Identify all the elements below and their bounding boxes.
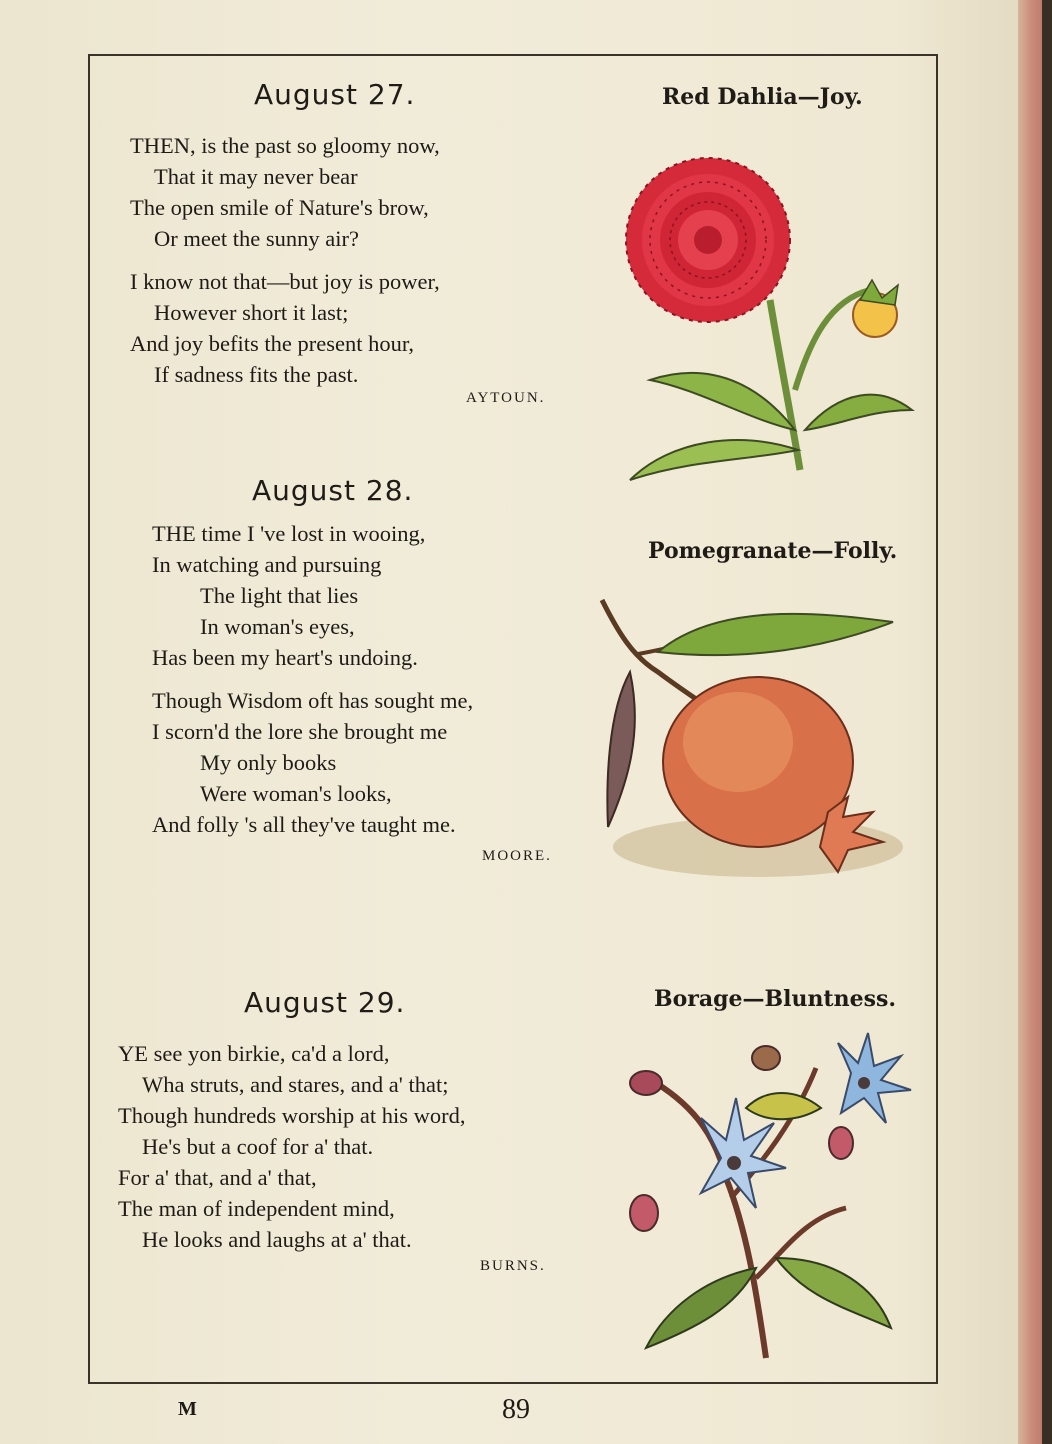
poem (130, 130, 440, 390)
flower-label: Red Dahlia—Joy. (662, 84, 863, 110)
flower-label: Pomegranate—Folly. (648, 538, 898, 564)
poem-author: MOORE. (482, 848, 552, 864)
page-number: 89 (502, 1394, 530, 1425)
poem (118, 1038, 465, 1255)
poem-author: AYTOUN. (466, 390, 546, 406)
dahlia-leaves (630, 373, 912, 480)
poem-author: BURNS. (480, 1258, 546, 1274)
poem-line: And folly 's all they've taught me. (152, 812, 456, 837)
signature-mark: M (178, 1398, 197, 1420)
poem-line: Or meet the sunny air? (154, 226, 359, 251)
poem-line: I scorn'd the lore she brought me (152, 719, 448, 744)
poem-line: The man of independent mind, (118, 1196, 395, 1221)
poem-line: If sadness fits the past. (154, 362, 359, 387)
pomegranate-illustration (598, 592, 908, 892)
poem-line: However short it last; (154, 300, 349, 325)
poem-line: Has been my heart's undoing. (152, 645, 418, 670)
borage-illustration (606, 1028, 926, 1368)
red-dahlia-illustration (620, 140, 920, 490)
dahlia-bud (853, 280, 898, 337)
entry-date: August 29. (244, 986, 406, 1019)
poem-line: THEN, is the past so gloomy now, (130, 133, 440, 158)
poem-line: Were woman's looks, (200, 781, 392, 806)
poem-line: Though hundreds worship at his word, (118, 1103, 466, 1128)
poem-line: He's but a coof for a' that. (142, 1134, 374, 1159)
poem (152, 518, 473, 840)
poem-line: I know not that—but joy is power, (130, 269, 440, 294)
flower-label: Borage—Bluntness. (654, 986, 897, 1012)
poem-line: Wha struts, and stares, and a' that; (142, 1072, 449, 1097)
poem-line: The open smile of Nature's brow, (130, 195, 429, 220)
borage-flowers (701, 1033, 911, 1208)
dahlia-bloom (626, 158, 790, 322)
poem-line: YE see yon birkie, ca'd a lord, (118, 1041, 390, 1066)
poem-line: For a' that, and a' that, (118, 1165, 317, 1190)
book-binding-shadow (1042, 0, 1052, 1444)
poem-line: That it may never bear (154, 164, 358, 189)
poem-line: And joy befits the present hour, (130, 331, 415, 356)
poem-line: The light that lies (200, 583, 359, 608)
poem-line: He looks and laughs at a' that. (142, 1227, 412, 1252)
poem-line: In woman's eyes, (200, 614, 355, 639)
entry-date: August 28. (252, 474, 414, 507)
poem-line: In watching and pursuing (152, 552, 382, 577)
entry-date: August 27. (254, 78, 416, 111)
poem-line: Though Wisdom oft has sought me, (152, 688, 474, 713)
poem-line: My only books (200, 750, 337, 775)
poem-line: THE time I 've lost in wooing, (152, 521, 426, 546)
